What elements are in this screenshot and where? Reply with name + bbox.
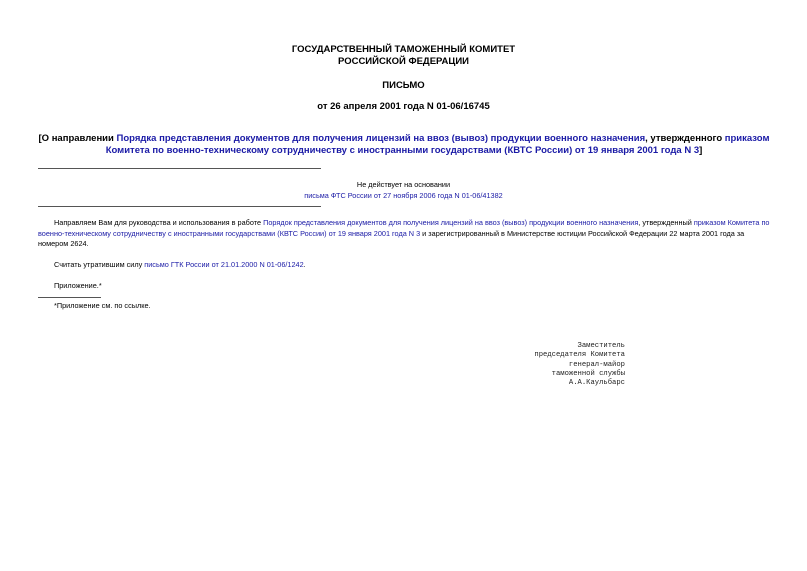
paragraph-repeal xyxy=(38,260,770,271)
p2-link-letter[interactable]: письмо ГТК России от 21.01.2000 N 01-06/1242 xyxy=(144,260,304,269)
paragraph-main xyxy=(38,218,770,250)
p1-text-3: и зарегистрированный в Министерстве юстиции Российской Федерации 22 марта 2001 года за номером 2624. xyxy=(38,228,745,248)
subject-prefix: [О направлении xyxy=(38,133,117,144)
p1-link-procedure[interactable]: Порядок представления документов для получения лицензий на ввоз (вывоз) продукции военного назначения xyxy=(263,218,639,227)
p1-text-1: Направляем Вам для руководства и использования в работе xyxy=(54,218,264,227)
status-text: Не действует на основании xyxy=(356,180,451,189)
status-block xyxy=(0,180,807,201)
p2-end: . xyxy=(303,260,306,269)
document-date-number: от 26 апреля 2001 года N 01-06/16745 xyxy=(317,101,490,112)
signature-block xyxy=(480,342,625,388)
paragraph-appendix: Приложение.* xyxy=(54,281,102,290)
subject-suffix: ] xyxy=(699,145,703,156)
document-type: ПИСЬМО xyxy=(382,80,425,91)
issuer-title xyxy=(0,44,807,68)
footnote: *Приложение см. по ссылке. xyxy=(54,301,151,310)
issuer-line-1: ГОСУДАРСТВЕННЫЙ ТАМОЖЕННЫЙ КОМИТЕТ xyxy=(291,44,516,55)
signature-line-2: председателя Комитета xyxy=(534,351,625,360)
p2-text: Считать утратившим силу xyxy=(54,260,145,269)
signature-line-1: Заместитель xyxy=(577,342,625,350)
issuer-line-2: РОССИЙСКОЙ ФЕДЕРАЦИИ xyxy=(337,56,469,67)
signature-line-4: таможенной службы xyxy=(551,369,625,378)
subject-mid: , утвержденного xyxy=(645,133,725,144)
footnote-divider xyxy=(38,297,101,298)
divider-bottom xyxy=(38,206,321,207)
p1-link-order[interactable]: приказом Комитета по военно-техническому сотрудничеству с иностранными государствами (КВТС России) от 19 января 2001 года N 3 xyxy=(38,218,770,238)
status-link[interactable]: письма ФТС России от 27 ноября 2006 года N 01-06/41382 xyxy=(304,190,503,200)
document-subject xyxy=(30,133,778,157)
p1-text-2: , утвержденный xyxy=(638,218,694,227)
subject-link-procedure[interactable]: Порядка представления документов для получения лицензий на ввоз (вывоз) продукции военного назначения xyxy=(116,133,646,144)
signature-line-5: А.А.Каульбарс xyxy=(568,379,625,388)
signature-line-3: генерал-майор xyxy=(568,360,625,369)
subject-link-order[interactable]: приказом Комитета по военно-техническому сотрудничеству с иностранными государствами (КВТС России) от 19 января 2001 года N 3 xyxy=(105,133,770,156)
divider-top xyxy=(38,168,321,169)
